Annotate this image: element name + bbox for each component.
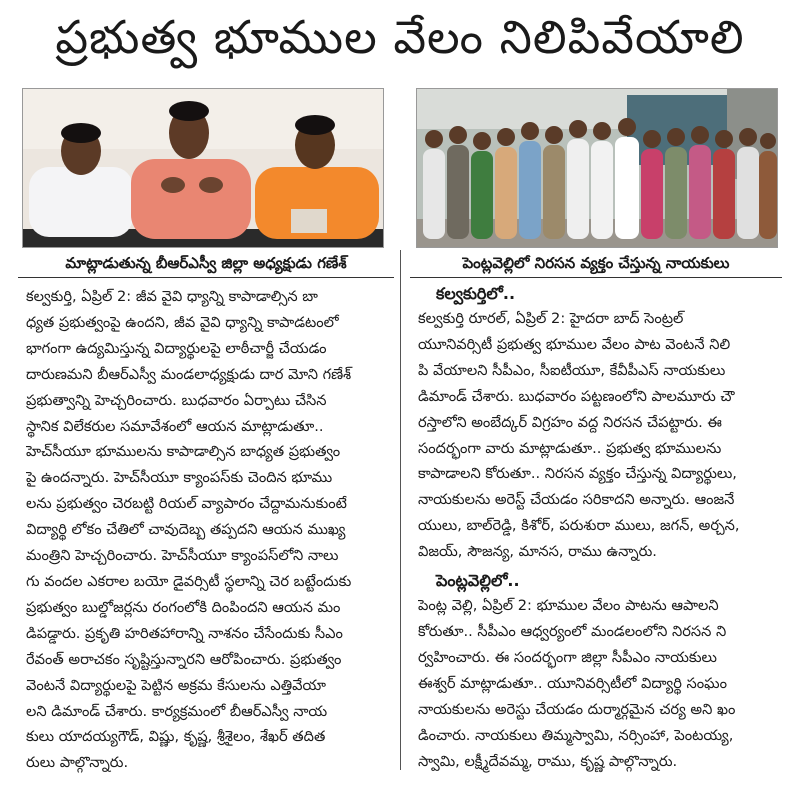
section-kalwakurthy-body xyxy=(410,306,782,565)
left-line: రులు పాల్గొన్నారు. xyxy=(26,754,129,772)
left-line: ప్రభుత్వం బుల్డోజర్లను రంగంలోకి దింపిందని ఆయన మం xyxy=(26,598,341,616)
left-line: హెచ్‌సీయూ భూములను కాపాడాల్సిన బాధ్యత ప్రభుత్వం xyxy=(26,443,341,461)
right-line: పి వేయాలని సీపీఎం, సీఐటీయూ, కేవీపీఎస్ నాయకులు xyxy=(418,361,726,379)
protest-group-photo-illustration xyxy=(417,89,778,248)
right-line: స్వామి, లక్ష్మీదేవమ్మ, రాము, కృష్ణ పాల్గొన్నారు. xyxy=(418,752,678,770)
left-line: ధ్యత ప్రభుత్వంపై ఉందని, జీవ వైవి ధ్యాన్ని కాపాడటంలో xyxy=(26,313,339,331)
right-line: రస్తాలోని అంబేద్కర్ విగ్రహం వద్ద నిరసన చేపట్టారు. ఈ xyxy=(418,413,722,431)
right-article-column xyxy=(410,88,782,774)
protest-group-photo xyxy=(416,88,778,248)
left-line: గు వందల ఎకరాల బయో డైవర్సిటీ స్థలాన్ని చెర బట్టేందుకు xyxy=(26,572,352,590)
right-line: పెంట్ల వెల్లి, ఏప్రిల్ 2: భూముల వేలం పాటను ఆపాలని xyxy=(418,597,719,615)
right-line: యూనివర్సిటీ ప్రభుత్వ భూముల వేలం పాట వెంటనే నిలి xyxy=(418,335,731,353)
left-line: రేవంత్ అరాచకం సృష్టిస్తున్నారని ఆరోపించారు. ప్రభుత్వం xyxy=(26,650,342,668)
three-men-photo-illustration xyxy=(23,89,384,248)
headline: ప్రభుత్వ భూముల వేలం నిలిపివేయాలి xyxy=(55,10,745,64)
right-line: యులు, బాల్‌రెడ్డి, కిశోర్, పరుశురా ములు, జగన్, అర్చన, xyxy=(418,517,740,535)
section-pentlavelli-body xyxy=(410,593,782,774)
left-line: స్థానిక విలేకరుల సమావేశంలో ఆయన మాట్లాడుతూ.. xyxy=(26,417,324,435)
left-line: భాగంగా ఉద్యమిస్తున్న విద్యార్థులపై లాఠీచార్జీ చేయడం xyxy=(26,339,327,357)
left-line: మంత్రిని హెచ్చరించారు. హెచ్‌సీయూ క్యాంపస్‌లోని నాలు xyxy=(26,547,339,565)
right-line: కల్వకుర్తి రూరల్, ఏప్రిల్ 2: హైదరా బాద్ సెంట్రల్ xyxy=(418,310,684,327)
right-line: ర్వహించారు. ఈ సందర్భంగా జిల్లా సీపీఎం నాయకులు xyxy=(418,648,717,666)
left-line: కల్వకుర్తి, ఏప్రిల్ 2: జీవ వైవి ధ్యాన్ని కాపాడాల్సిన బా xyxy=(26,288,318,305)
left-line: లను ప్రభుత్వం చెరబట్టి రియల్ వ్యాపారం చేద్దామనుకుంటే xyxy=(26,495,347,513)
right-line: డించారు. నాయకులు తిమ్మస్వామి, నర్సింహా, పెంటయ్య, xyxy=(418,726,734,744)
right-line: కోరుతూ.. సీపీఎం ఆధ్వర్యంలో మండలంలోని నిరసన ని xyxy=(418,622,727,640)
left-line: వెంటనే విద్యార్థులపై పెట్టిన అక్రమ కేసులను ఎత్తివేయా xyxy=(26,676,326,694)
section-pentlavelli-title: పెంట్లవెల్లిలో.. xyxy=(436,571,520,591)
three-men-photo xyxy=(22,88,384,248)
column-divider xyxy=(400,250,401,770)
left-line: డిపడ్డారు. ప్రకృతి హరితహారాన్ని నాశనం చేసేందుకు సీఎం xyxy=(26,624,343,642)
left-line: విద్యార్థి లోకం చేతిలో చావుదెబ్బ తప్పదని ఆయన ముఖ్య xyxy=(26,521,346,539)
section-kalwakurthy-title: కల్వకుర్తిలో.. xyxy=(436,284,516,303)
right-line: విజయ్, సౌజన్య, మానస, రాము ఉన్నారు. xyxy=(418,543,657,561)
right-line: నాయకులను అరెస్ట్ చేయడం సరికాదని అన్నారు. ఆంజనే xyxy=(418,491,735,509)
right-line: డిమాండ్ చేశారు. బుధవారం పట్టణంలోని పాలమూరు చౌ xyxy=(418,387,735,405)
right-line: సందర్భంగా వారు మాట్లాడుతూ.. ప్రభుత్వ భూములను xyxy=(418,439,722,457)
right-photo-caption: పెంట్లవెల్లిలో నిరసన వ్యక్తం చేస్తున్న నాయకులు xyxy=(410,248,782,278)
left-line: లని డిమాండ్ చేశారు. కార్యక్రమంలో బీఆర్‌ఎస్వీ నాయ xyxy=(26,702,328,720)
right-line: కాపాడాలని కోరుతూ.. నిరసన వ్యక్తం చేస్తున్న విద్యార్థులు, xyxy=(418,465,737,483)
left-line: కులు యాదయ్యగౌడ్, విష్ణు, కృష్ణ, శ్రీశైలం, శేఖర్ తదిత xyxy=(26,728,326,746)
right-line: నాయకులను అరెస్టు చేయడం దుర్మార్గమైన చర్య అని ఖం xyxy=(418,700,736,718)
right-line: ఈశ్వర్ మాట్లాడుతూ.. యూనివర్సిటీలో విద్యార్థి సంఘం xyxy=(418,674,728,692)
left-article-body xyxy=(18,278,394,776)
left-line: ప్రభుత్వాన్ని హెచ్చరించారు. బుధవారం ఏర్పాటు చేసిన xyxy=(26,391,327,409)
left-article-column xyxy=(18,88,394,776)
left-photo-caption: మాట్లాడుతున్న బీఆర్‌ఎస్వీ జిల్లా అధ్యక్షుడు గణేశ్ xyxy=(18,248,394,278)
left-line: దారుణమని బీఆర్‌ఎస్వీ మండలాధ్యక్షుడు దార మోని గణేశ్ xyxy=(26,365,352,383)
left-line: పై ఉందన్నారు. హెచ్‌సీయూ క్యాంపస్‌కు చెందిన భూము xyxy=(26,469,333,487)
